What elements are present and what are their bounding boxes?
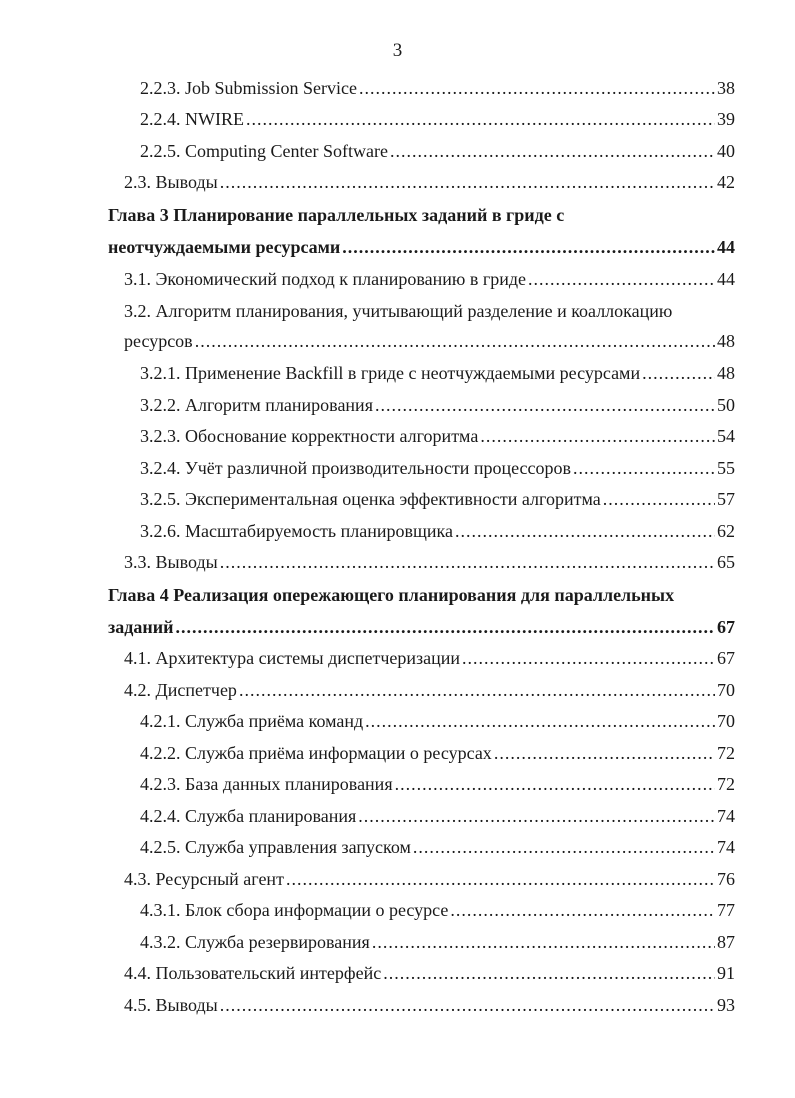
toc-entry-page: 91 <box>717 963 735 983</box>
dot-leader <box>413 832 715 862</box>
toc-entry-4-2-5[interactable] <box>140 832 735 862</box>
toc-entry-4-3-2[interactable] <box>140 927 735 957</box>
dot-leader <box>383 958 715 988</box>
toc-entry-4-4[interactable] <box>124 958 735 988</box>
toc-entry-label: 3.2.4. Учёт различной производительности процессоров <box>140 458 572 478</box>
toc-entry-page: 44 <box>717 269 735 289</box>
toc-entry-2-2-5[interactable] <box>140 136 735 166</box>
toc-entry-3-2-title[interactable]: 3.2. Алгоритм планирования, учитывающий разделение и коаллокацию <box>124 301 673 321</box>
dot-leader <box>220 547 715 577</box>
dot-leader <box>220 167 715 197</box>
toc-entry-label: 4.2.2. Служба приёма информации о ресурсах <box>140 743 492 763</box>
toc-entry-label: 3.3. Выводы <box>124 552 218 572</box>
toc-entry-2-2-3[interactable] <box>140 73 735 103</box>
toc-entry-label: 4.2.4. Служба планирования <box>140 806 357 826</box>
toc-entry-page: 72 <box>717 774 735 794</box>
toc-entry-label: 4.4. Пользовательский интерфейс <box>124 963 382 983</box>
toc-entry-page: 74 <box>717 837 735 857</box>
toc-entry-3-2-3[interactable] <box>140 421 735 451</box>
toc-entry-page: 48 <box>717 363 735 383</box>
toc-entry-page: 65 <box>717 552 735 572</box>
toc-entry-4-3-1[interactable] <box>140 895 735 925</box>
dot-leader <box>342 232 715 262</box>
page-number: 3 <box>392 40 403 61</box>
dot-leader <box>195 326 715 356</box>
toc-entry-chapter-3[interactable] <box>108 232 735 262</box>
dot-leader <box>480 421 715 451</box>
toc-entry-label: 3.2.1. Применение Backfill в гриде с неотчуждаемыми ресурсами <box>140 363 641 383</box>
toc-entry-page: 40 <box>717 141 735 161</box>
toc-entry-label: заданий <box>108 617 174 637</box>
toc-entry-page: 55 <box>717 458 735 478</box>
dot-leader <box>494 738 715 768</box>
toc-entry-3-2-5[interactable] <box>140 484 735 514</box>
dot-leader <box>220 990 715 1020</box>
toc-entry-page: 42 <box>717 172 735 192</box>
toc-entry-chapter-4[interactable] <box>108 612 735 642</box>
toc-entry-4-2[interactable] <box>124 675 735 705</box>
dot-leader <box>365 706 715 736</box>
toc-entry-4-2-3[interactable] <box>140 769 735 799</box>
toc-entry-page: 67 <box>717 617 735 637</box>
toc-entry-page: 44 <box>717 237 735 257</box>
toc-entry-2-3[interactable] <box>124 167 735 197</box>
toc-entry-4-2-1[interactable] <box>140 706 735 736</box>
toc-entry-label: 4.2.5. Служба управления запуском <box>140 837 411 857</box>
toc-entry-label: 3.2.3. Обоснование корректности алгоритма <box>140 426 479 446</box>
toc-entry-page: 77 <box>717 900 735 920</box>
toc-entry-label: 4.1. Архитектура системы диспетчеризации <box>124 648 461 668</box>
toc-entry-4-2-2[interactable] <box>140 738 735 768</box>
toc-entry-3-2-4[interactable] <box>140 453 735 483</box>
toc-entry-4-3[interactable] <box>124 864 735 894</box>
toc-entry-3-1[interactable] <box>124 264 735 294</box>
toc-entry-label: 3.2.6. Масштабируемость планировщика <box>140 521 453 541</box>
toc-entry-label: 2.2.3. Job Submission Service <box>140 78 358 98</box>
toc-entry-label: 3.2.2. Алгоритм планирования <box>140 395 373 415</box>
toc-entry-label: 4.3.1. Блок сбора информации о ресурсе <box>140 900 449 920</box>
toc-entry-3-2-6[interactable] <box>140 516 735 546</box>
toc-entry-label: 2.2.4. NWIRE <box>140 109 244 129</box>
toc-entry-label: 2.3. Выводы <box>124 172 218 192</box>
toc-entry-page: 39 <box>717 109 735 129</box>
dot-leader <box>175 612 715 642</box>
dot-leader <box>390 136 715 166</box>
dot-leader <box>603 484 715 514</box>
toc-entry-label: 2.2.5. Computing Center Software <box>140 141 388 161</box>
toc-entry-page: 76 <box>717 869 735 889</box>
toc-entry-page: 57 <box>717 489 735 509</box>
toc-entry-label: неотчуждаемыми ресурсами <box>108 237 341 257</box>
toc-entry-page: 70 <box>717 711 735 731</box>
dot-leader <box>359 73 715 103</box>
toc-entry-page: 54 <box>717 426 735 446</box>
dot-leader <box>358 801 715 831</box>
dot-leader <box>375 390 715 420</box>
toc-entry-label: 3.2.5. Экспериментальная оценка эффективности алгоритма <box>140 489 601 509</box>
toc-entry-page: 70 <box>717 680 735 700</box>
toc-entry-2-2-4[interactable] <box>140 104 735 134</box>
dot-leader <box>372 927 715 957</box>
toc-entry-page: 38 <box>717 78 735 98</box>
toc-entry-label: 4.2. Диспетчер <box>124 680 237 700</box>
dot-leader <box>450 895 715 925</box>
toc-entry-4-5[interactable] <box>124 990 735 1020</box>
toc-entry-label: 3.1. Экономический подход к планированию в гриде <box>124 269 526 289</box>
toc-entry-3-3[interactable] <box>124 547 735 577</box>
toc-entry-4-1[interactable] <box>124 643 735 673</box>
toc-entry-page: 67 <box>717 648 735 668</box>
toc-entry-label: 4.2.1. Служба приёма команд <box>140 711 364 731</box>
dot-leader <box>246 104 715 134</box>
toc-entry-page: 48 <box>717 331 735 351</box>
toc-entry-page: 87 <box>717 932 735 952</box>
chapter-3-title[interactable]: Глава 3 Планирование параллельных заданий в гриде с <box>108 205 565 225</box>
toc-entry-label: 4.3.2. Служба резервирования <box>140 932 370 952</box>
dot-leader <box>573 453 715 483</box>
toc-entry-label: 4.3. Ресурсный агент <box>124 869 284 889</box>
toc-entry-label: 4.5. Выводы <box>124 995 218 1015</box>
toc-entry-page: 50 <box>717 395 735 415</box>
dot-leader <box>286 864 715 894</box>
dot-leader <box>395 769 715 799</box>
dot-leader <box>642 358 715 388</box>
toc-entry-label: 4.2.3. База данных планирования <box>140 774 393 794</box>
dot-leader <box>462 643 715 673</box>
toc-entry-3-2[interactable] <box>124 326 735 356</box>
toc-entry-page: 62 <box>717 521 735 541</box>
toc-entry-page: 93 <box>717 995 735 1015</box>
dot-leader <box>455 516 715 546</box>
dot-leader <box>528 264 715 294</box>
dot-leader <box>239 675 715 705</box>
toc-entry-page: 72 <box>717 743 735 763</box>
toc-entry-3-2-1[interactable] <box>140 358 735 388</box>
chapter-4-title[interactable]: Глава 4 Реализация опережающего планирования для параллельных <box>108 585 675 605</box>
toc-entry-4-2-4[interactable] <box>140 801 735 831</box>
toc-entry-3-2-2[interactable] <box>140 390 735 420</box>
toc-entry-page: 74 <box>717 806 735 826</box>
toc-entry-label: ресурсов <box>124 331 193 351</box>
